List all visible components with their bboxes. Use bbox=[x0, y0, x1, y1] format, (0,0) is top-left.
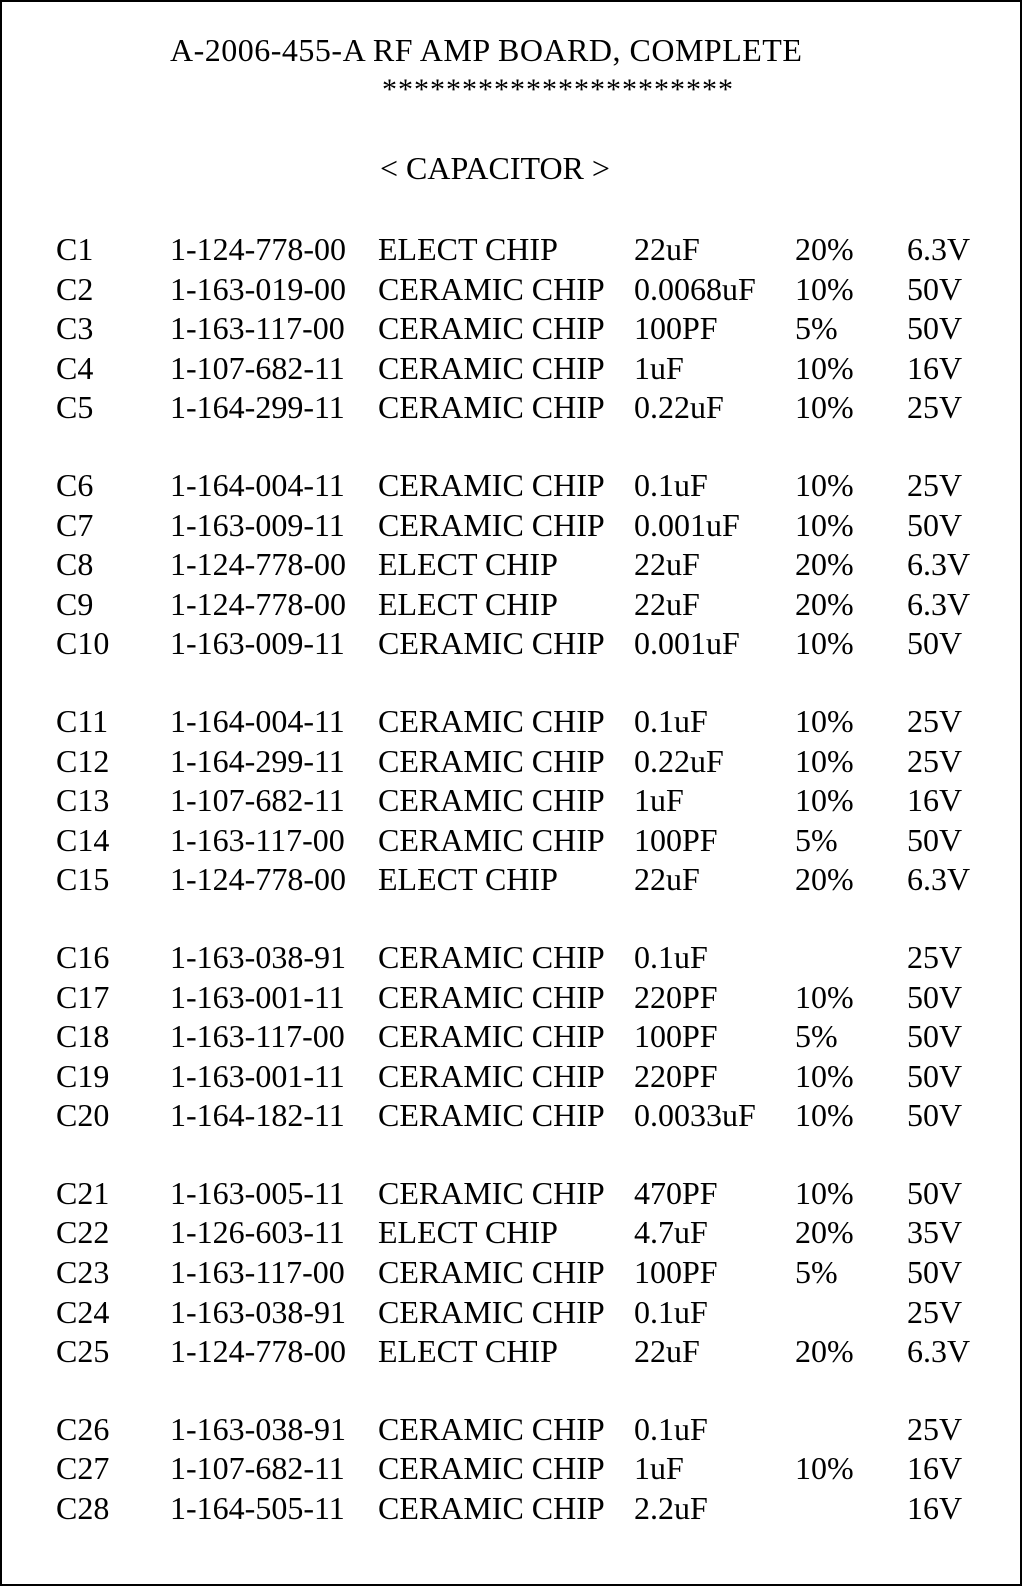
voltage-rating: 16V bbox=[907, 1490, 963, 1527]
description: CERAMIC CHIP bbox=[378, 1254, 605, 1291]
capacitance-value: 470PF bbox=[634, 1174, 718, 1211]
tolerance: 10% bbox=[795, 1057, 854, 1094]
table-row bbox=[2, 1410, 1020, 1450]
part-number: 1-163-117-00 bbox=[170, 821, 345, 858]
tolerance: 10% bbox=[795, 1097, 854, 1134]
tolerance: 5% bbox=[795, 1018, 838, 1055]
tolerance: 10% bbox=[795, 1450, 854, 1487]
voltage-rating: 50V bbox=[907, 1174, 963, 1211]
table-row bbox=[2, 270, 1020, 310]
part-number: 1-163-001-11 bbox=[170, 978, 345, 1015]
reference-designator: C15 bbox=[56, 861, 110, 898]
voltage-rating: 50V bbox=[907, 1018, 963, 1055]
table-row bbox=[2, 938, 1020, 978]
capacitance-value: 100PF bbox=[634, 1018, 718, 1055]
part-number: 1-124-778-00 bbox=[170, 231, 346, 267]
table-row bbox=[2, 1489, 1020, 1529]
reference-designator: C14 bbox=[56, 821, 110, 858]
voltage-rating: 25V bbox=[907, 389, 963, 426]
voltage-rating: 50V bbox=[907, 1254, 963, 1291]
tolerance: 20% bbox=[795, 861, 854, 898]
capacitance-value: 0.1uF bbox=[634, 702, 708, 739]
part-number: 1-163-005-11 bbox=[170, 1174, 345, 1211]
voltage-rating: 50V bbox=[907, 270, 963, 307]
reference-designator: C25 bbox=[56, 1333, 110, 1370]
reference-designator: C20 bbox=[56, 1097, 110, 1134]
tolerance: 10% bbox=[795, 625, 854, 662]
capacitance-value: 22uF bbox=[634, 546, 700, 583]
table-row bbox=[2, 230, 1020, 270]
tolerance: 20% bbox=[795, 231, 854, 267]
part-number: 1-163-038-91 bbox=[170, 1293, 346, 1330]
description: CERAMIC CHIP bbox=[378, 1410, 605, 1447]
description: CERAMIC CHIP bbox=[378, 938, 605, 975]
capacitance-value: 0.0033uF bbox=[634, 1097, 756, 1134]
tolerance: 20% bbox=[795, 585, 854, 622]
part-number: 1-164-004-11 bbox=[170, 702, 345, 739]
document-title: A-2006-455-A RF AMP BOARD, COMPLETE bbox=[170, 32, 803, 68]
capacitor-group bbox=[2, 1174, 1020, 1372]
reference-designator: C17 bbox=[56, 978, 110, 1015]
table-row bbox=[2, 1057, 1020, 1097]
table-row bbox=[2, 309, 1020, 349]
reference-designator: C18 bbox=[56, 1018, 110, 1055]
tolerance: 20% bbox=[795, 1214, 854, 1251]
table-row bbox=[2, 585, 1020, 625]
description: CERAMIC CHIP bbox=[378, 625, 605, 662]
voltage-rating: 6.3V bbox=[907, 231, 971, 267]
description: CERAMIC CHIP bbox=[378, 1097, 605, 1134]
reference-designator: C22 bbox=[56, 1214, 110, 1251]
tolerance: 10% bbox=[795, 349, 854, 386]
part-number: 1-124-778-00 bbox=[170, 861, 346, 898]
capacitance-value: 0.001uF bbox=[634, 625, 740, 662]
part-number: 1-163-009-11 bbox=[170, 625, 345, 662]
reference-designator: C6 bbox=[56, 466, 94, 503]
section-heading: < CAPACITOR > bbox=[380, 150, 610, 186]
part-number: 1-107-682-11 bbox=[170, 349, 345, 386]
reference-designator: C27 bbox=[56, 1450, 110, 1487]
voltage-rating: 25V bbox=[907, 1410, 963, 1447]
tolerance: 5% bbox=[795, 821, 838, 858]
capacitance-value: 22uF bbox=[634, 231, 700, 267]
description: CERAMIC CHIP bbox=[378, 742, 605, 779]
table-row bbox=[2, 781, 1020, 821]
capacitor-group bbox=[2, 938, 1020, 1136]
tolerance: 20% bbox=[795, 1333, 854, 1370]
description: CERAMIC CHIP bbox=[378, 349, 605, 386]
table-row bbox=[2, 860, 1020, 900]
tolerance: 5% bbox=[795, 1254, 838, 1291]
reference-designator: C10 bbox=[56, 625, 110, 662]
description: ELECT CHIP bbox=[378, 1214, 558, 1251]
reference-designator: C8 bbox=[56, 546, 94, 583]
reference-designator: C7 bbox=[56, 506, 94, 543]
voltage-rating: 6.3V bbox=[907, 546, 971, 583]
description: CERAMIC CHIP bbox=[378, 821, 605, 858]
table-row bbox=[2, 1449, 1020, 1489]
voltage-rating: 50V bbox=[907, 821, 963, 858]
capacitor-group bbox=[2, 466, 1020, 664]
capacitance-value: 220PF bbox=[634, 1057, 718, 1094]
voltage-rating: 16V bbox=[907, 349, 963, 386]
voltage-rating: 50V bbox=[907, 310, 963, 347]
description: CERAMIC CHIP bbox=[378, 1174, 605, 1211]
voltage-rating: 6.3V bbox=[907, 861, 971, 898]
reference-designator: C28 bbox=[56, 1490, 110, 1527]
voltage-rating: 25V bbox=[907, 466, 963, 503]
description: CERAMIC CHIP bbox=[378, 389, 605, 426]
capacitance-value: 22uF bbox=[634, 1333, 700, 1370]
description: CERAMIC CHIP bbox=[378, 270, 605, 307]
reference-designator: C13 bbox=[56, 782, 110, 819]
reference-designator: C4 bbox=[56, 349, 94, 386]
capacitance-value: 220PF bbox=[634, 978, 718, 1015]
table-row bbox=[2, 545, 1020, 585]
part-number: 1-124-778-00 bbox=[170, 585, 346, 622]
description: CERAMIC CHIP bbox=[378, 310, 605, 347]
reference-designator: C21 bbox=[56, 1174, 110, 1211]
tolerance: 10% bbox=[795, 782, 854, 819]
table-row bbox=[2, 702, 1020, 742]
table-row bbox=[2, 466, 1020, 506]
voltage-rating: 50V bbox=[907, 625, 963, 662]
table-row bbox=[2, 1253, 1020, 1293]
voltage-rating: 6.3V bbox=[907, 585, 971, 622]
table-row bbox=[2, 742, 1020, 782]
part-number: 1-163-117-00 bbox=[170, 1018, 345, 1055]
capacitor-group bbox=[2, 230, 1020, 428]
description: CERAMIC CHIP bbox=[378, 1490, 605, 1527]
reference-designator: C19 bbox=[56, 1057, 110, 1094]
capacitance-value: 2.2uF bbox=[634, 1490, 708, 1527]
reference-designator: C23 bbox=[56, 1254, 110, 1291]
voltage-rating: 6.3V bbox=[907, 1333, 971, 1370]
voltage-rating: 25V bbox=[907, 742, 963, 779]
reference-designator: C3 bbox=[56, 310, 94, 347]
table-row bbox=[2, 1096, 1020, 1136]
reference-designator: C24 bbox=[56, 1293, 110, 1330]
capacitance-value: 1uF bbox=[634, 349, 684, 386]
part-number: 1-164-505-11 bbox=[170, 1490, 345, 1527]
reference-designator: C11 bbox=[56, 702, 109, 739]
table-row bbox=[2, 1293, 1020, 1333]
capacitance-value: 1uF bbox=[634, 1450, 684, 1487]
voltage-rating: 50V bbox=[907, 1057, 963, 1094]
description: ELECT CHIP bbox=[378, 585, 558, 622]
capacitance-value: 100PF bbox=[634, 821, 718, 858]
part-number: 1-107-682-11 bbox=[170, 782, 345, 819]
capacitance-value: 0.001uF bbox=[634, 506, 740, 543]
part-number: 1-164-004-11 bbox=[170, 466, 345, 503]
table-row bbox=[2, 1332, 1020, 1372]
part-number: 1-163-019-00 bbox=[170, 270, 346, 307]
description: CERAMIC CHIP bbox=[378, 782, 605, 819]
table-row bbox=[2, 1017, 1020, 1057]
description: ELECT CHIP bbox=[378, 546, 558, 583]
part-number: 1-163-001-11 bbox=[170, 1057, 345, 1094]
capacitance-value: 0.1uF bbox=[634, 466, 708, 503]
reference-designator: C26 bbox=[56, 1410, 110, 1447]
reference-designator: C2 bbox=[56, 270, 94, 307]
part-number: 1-164-182-11 bbox=[170, 1097, 345, 1134]
table-row bbox=[2, 349, 1020, 389]
tolerance: 10% bbox=[795, 978, 854, 1015]
voltage-rating: 25V bbox=[907, 1293, 963, 1330]
voltage-rating: 16V bbox=[907, 1450, 963, 1487]
reference-designator: C1 bbox=[56, 231, 94, 267]
voltage-rating: 16V bbox=[907, 782, 963, 819]
capacitance-value: 1uF bbox=[634, 782, 684, 819]
tolerance: 10% bbox=[795, 742, 854, 779]
capacitance-value: 0.1uF bbox=[634, 1293, 708, 1330]
description: CERAMIC CHIP bbox=[378, 1018, 605, 1055]
tolerance: 10% bbox=[795, 466, 854, 503]
table-row bbox=[2, 1174, 1020, 1214]
description: ELECT CHIP bbox=[378, 861, 558, 898]
voltage-rating: 50V bbox=[907, 978, 963, 1015]
capacitor-group bbox=[2, 702, 1020, 900]
capacitance-value: 22uF bbox=[634, 585, 700, 622]
table-row bbox=[2, 821, 1020, 861]
capacitance-value: 4.7uF bbox=[634, 1214, 708, 1251]
part-number: 1-164-299-11 bbox=[170, 742, 345, 779]
capacitance-value: 100PF bbox=[634, 310, 718, 347]
part-number: 1-124-778-00 bbox=[170, 546, 346, 583]
description: CERAMIC CHIP bbox=[378, 702, 605, 739]
table-row bbox=[2, 624, 1020, 664]
description: ELECT CHIP bbox=[378, 231, 558, 267]
part-number: 1-126-603-11 bbox=[170, 1214, 345, 1251]
part-number: 1-107-682-11 bbox=[170, 1450, 345, 1487]
reference-designator: C5 bbox=[56, 389, 94, 426]
title-underline: ********************** bbox=[382, 73, 734, 106]
tolerance: 10% bbox=[795, 270, 854, 307]
voltage-rating: 35V bbox=[907, 1214, 963, 1251]
voltage-rating: 25V bbox=[907, 938, 963, 975]
description: CERAMIC CHIP bbox=[378, 978, 605, 1015]
description: CERAMIC CHIP bbox=[378, 1057, 605, 1094]
capacitance-value: 0.1uF bbox=[634, 1410, 708, 1447]
part-number: 1-163-038-91 bbox=[170, 1410, 346, 1447]
description: ELECT CHIP bbox=[378, 1333, 558, 1370]
part-number: 1-163-117-00 bbox=[170, 1254, 345, 1291]
capacitor-group bbox=[2, 1410, 1020, 1529]
part-number: 1-163-117-00 bbox=[170, 310, 345, 347]
voltage-rating: 50V bbox=[907, 1097, 963, 1134]
tolerance: 10% bbox=[795, 506, 854, 543]
reference-designator: C16 bbox=[56, 938, 110, 975]
table-row bbox=[2, 978, 1020, 1018]
reference-designator: C9 bbox=[56, 585, 94, 622]
part-number: 1-164-299-11 bbox=[170, 389, 345, 426]
capacitance-value: 0.0068uF bbox=[634, 270, 756, 307]
capacitance-value: 0.22uF bbox=[634, 389, 724, 426]
description: CERAMIC CHIP bbox=[378, 466, 605, 503]
description: CERAMIC CHIP bbox=[378, 506, 605, 543]
voltage-rating: 25V bbox=[907, 702, 963, 739]
capacitance-value: 0.22uF bbox=[634, 742, 724, 779]
description: CERAMIC CHIP bbox=[378, 1450, 605, 1487]
reference-designator: C12 bbox=[56, 742, 110, 779]
voltage-rating: 50V bbox=[907, 506, 963, 543]
tolerance: 5% bbox=[795, 310, 838, 347]
capacitance-value: 0.1uF bbox=[634, 938, 708, 975]
capacitance-value: 22uF bbox=[634, 861, 700, 898]
table-row bbox=[2, 1213, 1020, 1253]
table-row bbox=[2, 388, 1020, 428]
table-row bbox=[2, 506, 1020, 546]
capacitor-list bbox=[2, 230, 1020, 1567]
tolerance: 20% bbox=[795, 546, 854, 583]
part-number: 1-163-038-91 bbox=[170, 938, 346, 975]
tolerance: 10% bbox=[795, 702, 854, 739]
tolerance: 10% bbox=[795, 389, 854, 426]
description: CERAMIC CHIP bbox=[378, 1293, 605, 1330]
part-number: 1-124-778-00 bbox=[170, 1333, 346, 1370]
part-number: 1-163-009-11 bbox=[170, 506, 345, 543]
capacitance-value: 100PF bbox=[634, 1254, 718, 1291]
tolerance: 10% bbox=[795, 1174, 854, 1211]
